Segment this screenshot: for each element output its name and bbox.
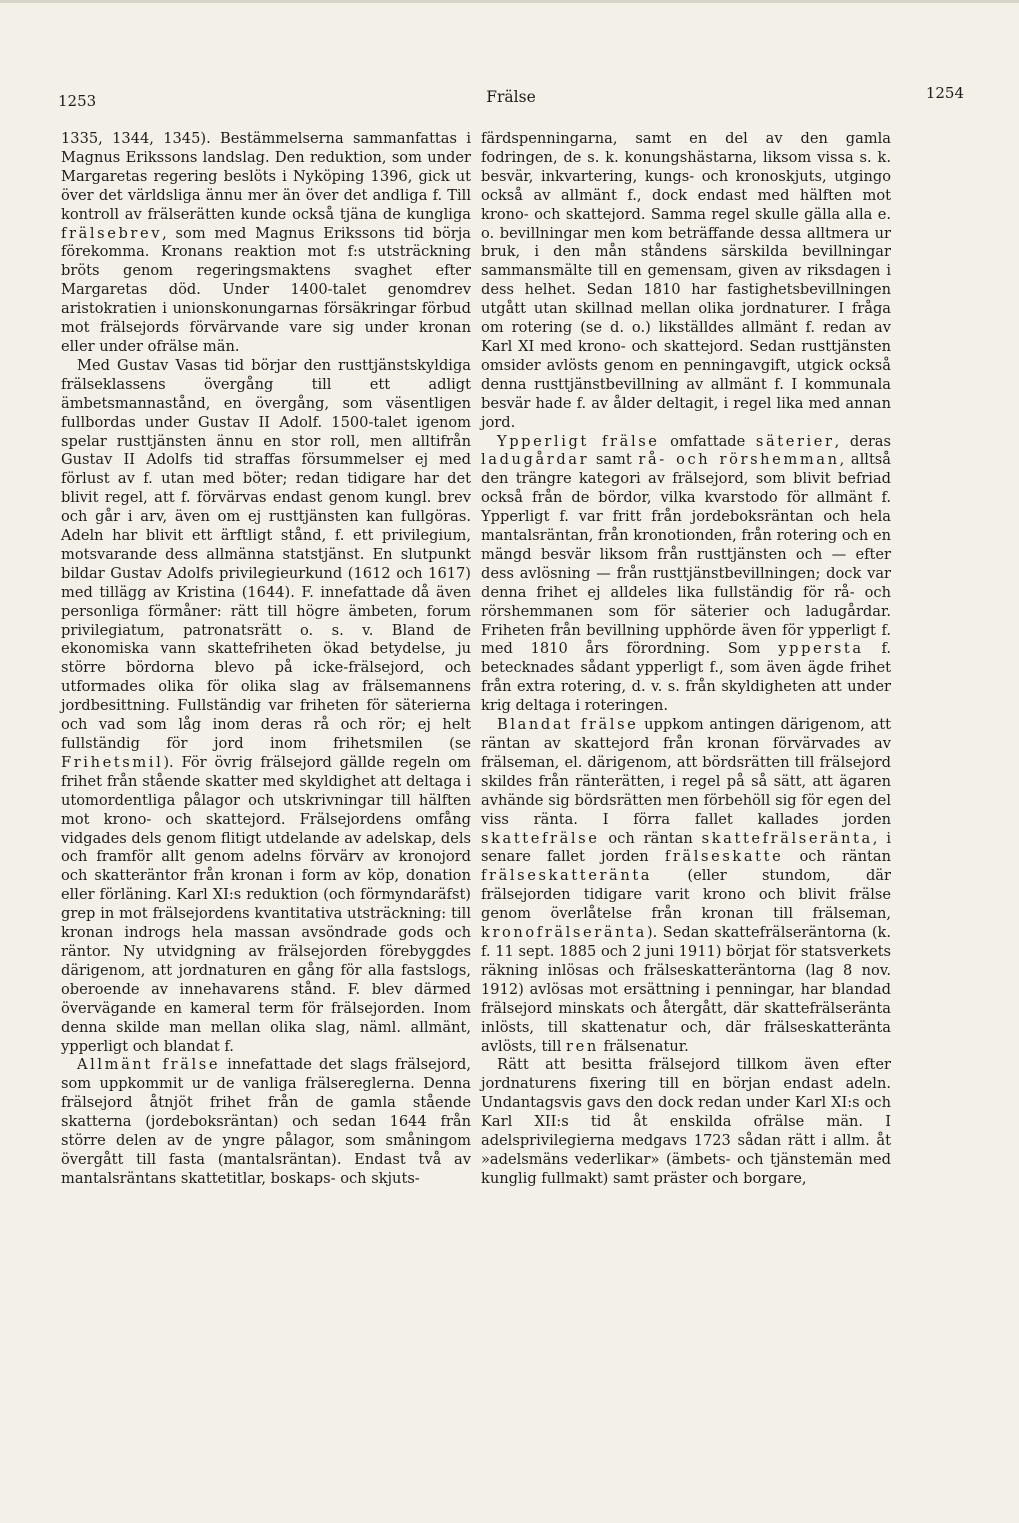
text-run: ). För övrig frälsejord gällde regeln om frihet från stående skatter med skyldighet att deltaga i utomordentliga pålagor och utskrivningar till hälften mot krono- och skattejord. Frälsejordens omfång vidgades dels genom flitigt utdelande av adelskap, dels och framför allt genom adelns förvärv av kronojord och skatteräntor från kronan i form av köp, donation eller förläning. Karl XI:s reduktion (och förmyndaräfst) grep in mot frälsejordens kvantitativa utsträckning: till kronan indrogs hela massan avsöndrade gods och räntor. Ny utvidgning av frälsejorden förebyggdes därigenom, att jordnaturen en gång för alla fastslogs, oberoende av innehavarens stånd. F. blev därmed övervägande en kameral term för frälsejorden. Inom denna skilde man mellan olika slag, näml. allmänt, ypperligt och blandat f. [61,753,471,1055]
top-edge-rule [0,0,1019,3]
spaced-term: kronofrälseränta [481,924,647,942]
text-run: 1335, 1344, 1345). Bestämmelserna sammanfattas i Magnus Erikssons landslag. Den reduktion, som under Margaretas regering beslöts i Nyköping 1396, gick ut över det världsliga ännu mer än över det andliga f. Till kontroll av frälserätten kunde också tjäna de kungliga [61,130,471,223]
text-run: , alltså den trängre kategori av frälsejord, som blivit befriad också från de bördor, vilka kvarstodo för allmänt f. Ypperligt f. var fritt från jordeboksräntan och hela mantalsräntan, från kronotionden, från rotering och en mängd besvär liksom från rusttjänsten och — efter dess avlösning — från rusttjänstbevillningen; dock var denna frihet ej alldeles lika fullständig för rå- och rörshemmanen som för säterier och ladugårdar. Friheten från bevillning upphörde även för ypperligt f. med 1810 års förordning. Som [481,451,892,658]
page-header [58,84,964,112]
text-run: , som med Magnus Erikssons tid börja förekomma. Kronans reaktion mot f:s utsträckning bröts genom regeringsmaktens svaghet efter Margaretas död. Under 1400-talet genomdrev aristokratien i unionskonungarnas försäkringar förbud mot frälsejords förvärvande vare sig under kronan eller under ofrälse män. [61,224,471,355]
text-run: Med Gustav Vasas tid börjar den rusttjänstskyldiga frälseklassens övergång till ett adligt ämbetsmannastånd, en övergång, som väsentligen fullbordas under Gustav II Adolf. 1500-talet igenom spelar rusttjänsten ännu en stor roll, men alltifrån Gustav II Adolfs tid straffas försummelser ej med förlust av f. utan med böter; redan tidigare har det blivit regel, att f. förvärvas endast genom kungl. brev och går i arv, även om ej rusttjänsten kan fullgöras. Adeln har blivit ett ärftligt stånd, f. ett privilegium, motsvarande dess allmänna statstjänst. En slutpunkt bildar Gustav Adolfs privilegieurkund (1612 och 1617) med tillägg av Kristina (1644). F. innefattade då även personliga förmåner: rätt till högre ämbeten, forum privilegiatum, patronatsrätt o. s. v. Bland de ekonomiska vann skattefriheten ökad betydelse, ju större bördorna blevo på icke-frälsejord, och utformades olika för olika slag av frälsemannens jordbesittning. Fullständig var friheten för säterierna och vad som låg inom deras rå och rör; ej helt fullständig för jord inom frihetsmilen (se [61,356,471,752]
text-run: färdspenningarna, samt en del av den gamla fodringen, de s. k. konungshästarna, liksom vissa s. k. besvär, inkvartering, kungs- och kronoskjuts, utgingo också av allmänt f., dock endast med hälften mot krono- och skattejord. Samma regel skulle gälla alla e. o. bevillningar men kom beträffande dessa alltmera ur bruk, i den mån ståndens särskilda bevillningar sammansmälte till en gemensam, given av riksdagen i dess helhet. Sedan 1810 har fastighetsbevillningen utgått utan skillnad mellan olika jordnaturer. I fråga om rotering (se d. o.) likställdes allmänt f. redan av Karl XI med krono- och skattejord. Sedan rusttjänsten omsider avlösts genom en penningavgift, utgick också denna rusttjänstbevillning av allmänt f. I kommunala besvär hade f. av ålder deltagit, i regel lika med annan jord. [481,130,891,431]
page-number-right: 1254 [925,84,964,102]
spaced-term: frälseskatte [664,848,784,866]
spaced-term: Allmänt frälse [77,1056,221,1074]
paragraph [481,130,891,433]
spaced-term: säterier [755,432,835,450]
running-title: Frälse [486,88,536,106]
text-run: , deras [834,432,891,450]
spaced-term: skattefrälse [481,829,600,847]
text-run: innefattade det slags frälsejord, som uppkommit ur de vanliga frälsereglerna. Denna frälsejord åtnjöt frihet från de gamla stående skatterna (jordeboksräntan) och sedan 1644 från större delen av de yngre pålagor, som småningom övergått till fasta (mantalsräntan). Endast två av mantalsräntans skattetitlar, boskaps- och skjuts- [61,1056,471,1187]
spaced-term: rå- och rörshemman [638,451,840,469]
spaced-term: Frihetsmil [61,753,164,771]
text-run: omfattade [659,432,756,450]
text-run: uppkom antingen därigenom, att räntan av skattejord från kronan förvärvades av frälseman, el. därigenom, att bördsrätten till frälsejord skildes från ränterätten, i regel på så sätt, att ägaren avhände sig bördsrätten men förbehöll sig för egen del viss ränta. I förra fallet kallades jorden [481,716,891,828]
left-text-column [61,130,471,1189]
spaced-term: Blandat frälse [497,716,639,734]
paragraph [481,433,891,717]
text-run: och räntan [783,848,891,866]
spaced-term: frälsebrev [61,224,163,242]
page-number-left: 1253 [58,92,97,110]
paragraph [481,716,891,1056]
spaced-term: ladugårdar [481,451,590,469]
spaced-term: Ypperligt frälse [497,432,660,450]
text-run: och räntan [599,829,702,847]
spaced-term: skattefrälseränta [701,829,873,847]
text-run: frälsenatur. [598,1037,689,1055]
text-run: ). Sedan skattefrälseräntorna (k. f. 11 sept. 1885 och 2 juni 1911) börjat för statsverkets räkning inlösas och frälseskatteräntorna (lag 8 nov. 1912) avlösas mot ersättning i penningar, har blandad frälsejord minskats och återgått, där skattefrälseränta inlösts, till skattenatur och, där frälseskatteränta avlösts, till [481,924,891,1055]
text-run: , i senare fallet jorden [481,829,891,866]
paragraph [61,1056,471,1188]
text-run: f. betecknades sådant ypperligt f., som även ägde frihet från extra rotering, d. v. s. från skyldigheten att under krig deltaga i roteringen. [481,640,891,715]
paragraph [481,1056,891,1188]
paragraph [61,357,471,1057]
text-run: (eller stundom, där frälsejorden tidigare varit krono och blivit frälse genom överlåtelse från kronan till frälseman, [481,867,891,923]
spaced-term: yppersta [778,640,864,658]
spaced-term: ren [566,1037,599,1055]
text-run: Rätt att besitta frälsejord tillkom även efter jordnaturens fixering till en början endast adeln. Undantagsvis gavs den dock redan under Karl XI:s och Karl XII:s tid åt enskilda ofrälse män. I adelsprivilegierna medgavs 1723 sådan rätt i allm. åt »adelsmäns vederlikar» (ämbets- och tjänstemän med kunglig fullmakt) samt präster och borgare, [481,1056,891,1187]
paragraph [61,130,471,357]
spaced-term: frälseskatteränta [481,867,653,885]
right-text-column [481,130,891,1189]
text-run: samt [589,451,639,469]
